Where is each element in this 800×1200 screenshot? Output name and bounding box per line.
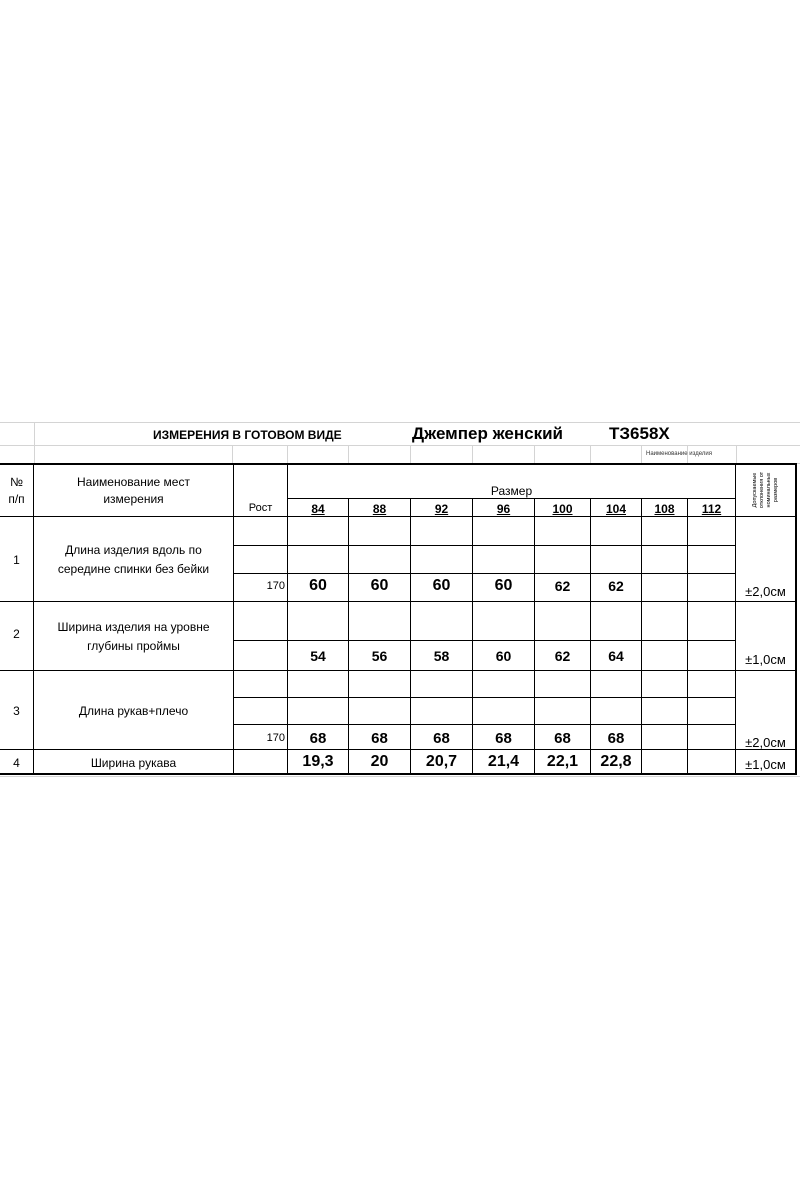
product-name: Джемпер женский [412,424,563,443]
row-1-value-92: 60 [432,577,451,594]
header-number-line2: п/п [8,492,25,506]
row-4-value-100: 22,1 [546,753,579,770]
product-caption: Наименование изделия [646,451,712,457]
row-3-name-line1: Длина рукав+плечо [78,704,189,718]
row-3-value-92: 68 [433,730,450,747]
row-1-name-line2: середине спинки без бейки [57,562,210,576]
row-1-value-84: 60 [309,577,327,594]
size-84: 84 [311,502,325,516]
section-title: ИЗМЕРЕНИЯ В ГОТОВОМ ВИДЕ [153,428,342,442]
row-1-value-88: 60 [370,577,389,594]
size-92: 92 [434,502,449,516]
size-96: 96 [496,502,511,516]
header-name-line1: Наименование мест [77,475,190,489]
row-2-value-84: 54 [310,648,326,664]
row-1-height: 170 [266,580,285,592]
header-height: Рост [248,502,273,514]
size-112: 112 [701,502,722,516]
row-4-number: 4 [13,756,20,770]
row-2-number: 2 [13,627,20,641]
row-3-value-96: 68 [495,730,512,747]
row-1-value-104: 62 [608,578,624,594]
header-name [34,474,233,508]
size-88: 88 [372,502,387,516]
row-2-name-line2: глубины проймы [87,639,180,653]
row-2-name-line1: Ширина изделия на уровне [57,620,210,634]
row-4-tolerance: ±1,0см [745,757,786,772]
row-3-tolerance: ±2,0см [745,735,786,750]
row-2-value-100: 62 [554,648,571,664]
row-3-number: 3 [13,704,20,718]
row-4-value-104: 22,8 [600,753,632,770]
row-3-height: 170 [266,732,285,744]
row-1-number: 1 [13,553,20,567]
row-1-name-line1: Длина изделия вдоль по [65,543,202,557]
row-1-tolerance: ±2,0см [745,584,786,599]
row-2-tolerance: ±1,0см [745,652,786,667]
row-4-value-96: 21,4 [487,753,520,770]
row-4-value-92: 20,7 [425,753,458,770]
row-1-value-100: 62 [554,578,571,594]
header-size: Размер [490,484,533,498]
row-2-value-92: 58 [433,648,450,664]
row-3-value-88: 68 [371,730,388,747]
size-104: 104 [605,502,627,516]
header-tolerance [736,464,795,516]
header-number [0,474,33,508]
row-1-name [34,541,233,579]
row-3-name [34,704,233,718]
row-4-value-84: 19,3 [302,753,334,770]
row-3-value-84: 68 [309,730,327,747]
article-number: ТЗ658Х [609,424,670,443]
row-2-value-104: 64 [608,648,624,664]
row-1-value-96: 60 [494,577,513,594]
row-2-value-88: 56 [371,648,388,664]
header-name-line2: измерения [103,492,164,506]
size-108: 108 [654,502,675,516]
row-4-name-line1: Ширина рукава [90,756,177,770]
row-2-value-96: 60 [495,648,512,664]
header-tolerance-text: Допускаемые отклонения от номинальных размеров [752,471,779,509]
size-100: 100 [552,502,573,516]
header-number-line1: № [10,475,23,489]
row-2-name [34,618,233,656]
row-4-value-88: 20 [370,753,389,770]
row-3-value-100: 68 [554,730,571,747]
row-4-name [34,756,233,770]
row-3-value-104: 68 [607,730,625,747]
